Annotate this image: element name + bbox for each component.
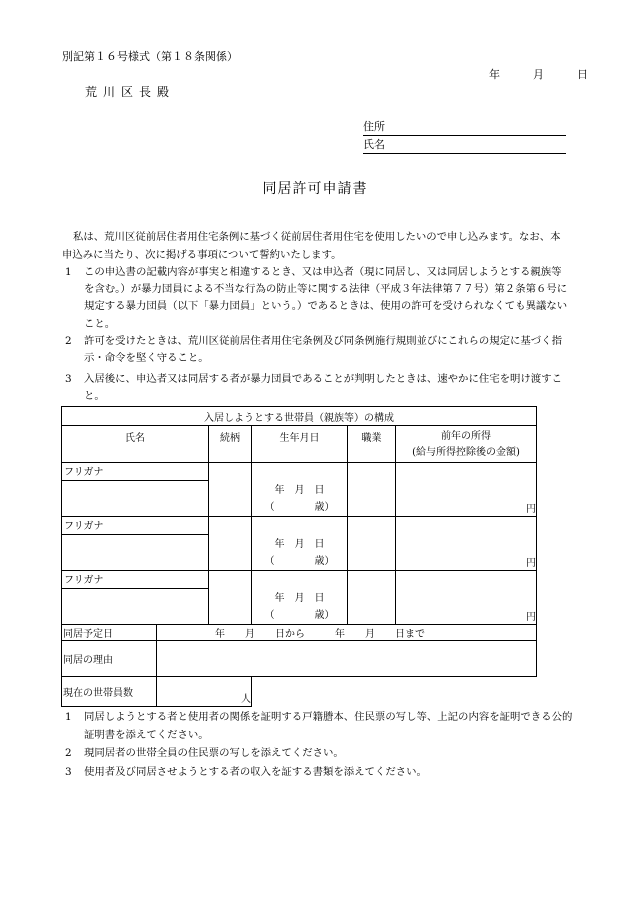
- pledge-text: 入居後に、申込者又は同居する者が暴力団員であることが判明したときは、速やかに住宅を明け渡すこと。: [84, 373, 562, 403]
- household-table: [61, 406, 537, 707]
- addressee: 荒川区長殿: [85, 85, 176, 99]
- table-caption: 入居しようとする世帯員（親族等）の構成: [62, 407, 537, 426]
- name-label: 氏名: [363, 138, 385, 151]
- pledge-item: [62, 371, 570, 405]
- relation-cell[interactable]: [209, 571, 252, 625]
- reason-field[interactable]: [157, 641, 537, 677]
- name-field[interactable]: [363, 138, 566, 154]
- date-line: [489, 68, 588, 81]
- age-text: （ 歳）: [264, 501, 335, 513]
- occupation-cell[interactable]: [348, 517, 396, 571]
- income-cell[interactable]: [396, 463, 537, 517]
- members-field[interactable]: [157, 677, 252, 707]
- period-from: 年 月 日から: [215, 629, 305, 640]
- member-name-field[interactable]: [62, 481, 209, 517]
- birth-ymd: 年 月 日: [274, 592, 325, 604]
- members-unit: 人: [241, 694, 251, 705]
- note-item: [62, 709, 574, 744]
- birthdate-cell[interactable]: [252, 463, 348, 517]
- furigana-label: フリガナ: [64, 467, 104, 478]
- birth-ymd: 年 月 日: [274, 538, 325, 550]
- pledge-text: 許可を受けたときは、荒川区従前居住者用住宅条例及び同条例施行規則並びにこれらの規定に基づく指示・命令を堅く守ること。: [84, 335, 562, 365]
- member-name-field[interactable]: [62, 589, 209, 625]
- note-text: 同居しようとする者と使用者の関係を証明する戸籍謄本、住民票の写し等、上記の内容を証明できる公的証明書を添えてください。: [84, 711, 573, 741]
- empty-area: [252, 677, 537, 707]
- header-income-line2: (給与所得控除後の金額): [412, 447, 520, 458]
- date-month: 月: [533, 68, 544, 81]
- birth-ymd: 年 月 日: [274, 484, 325, 496]
- relation-cell[interactable]: [209, 463, 252, 517]
- members-label: 現在の世帯員数: [62, 677, 157, 707]
- birthdate-cell[interactable]: [252, 517, 348, 571]
- pledge-number: 3: [65, 373, 72, 385]
- header-occupation: 職業: [348, 426, 396, 463]
- period-label: 同居予定日: [62, 625, 157, 641]
- document-title: 同居許可申請書: [262, 181, 368, 197]
- note-number: 3: [65, 766, 72, 778]
- yen-unit: 円: [526, 612, 537, 623]
- note-number: 2: [65, 747, 72, 759]
- yen-unit: 円: [526, 558, 537, 569]
- header-relation: 続柄: [209, 426, 252, 463]
- date-day: 日: [577, 68, 588, 81]
- furigana-label: フリガナ: [64, 575, 104, 586]
- pledge-number: 2: [65, 335, 72, 347]
- pledge-item: [62, 333, 570, 367]
- period-field[interactable]: [157, 625, 537, 641]
- birthdate-cell[interactable]: [252, 571, 348, 625]
- period-to: 年 月 日まで: [335, 629, 425, 640]
- yen-unit: 円: [526, 504, 537, 515]
- note-item: [62, 745, 574, 763]
- occupation-cell[interactable]: [348, 463, 396, 517]
- age-text: （ 歳）: [264, 555, 335, 567]
- reason-label: 同居の理由: [62, 641, 157, 677]
- note-item: [62, 764, 574, 782]
- pledge-number: 1: [65, 266, 72, 278]
- header-name: 氏名: [62, 426, 209, 463]
- relation-cell[interactable]: [209, 517, 252, 571]
- header-income: [396, 426, 537, 463]
- address-label: 住所: [363, 120, 385, 133]
- furigana-field[interactable]: [62, 571, 209, 589]
- note-text: 使用者及び同居させようとする者の収入を証する書類を添えてください。: [84, 766, 427, 778]
- member-name-field[interactable]: [62, 535, 209, 571]
- occupation-cell[interactable]: [348, 571, 396, 625]
- pledge-text: この申込書の記載内容が事実と相違するとき、又は申込者（現に同居し、又は同居しようとする親族等を含む。）が暴力団員による不当な行為の防止等に関する法律（平成３年法律第７７号）第２条第６号に規定する暴力団員（以下「暴力団員」という。）であるときは、使用の許可を受けられなくても異議ないこと。: [84, 266, 568, 330]
- header-birthdate: 生年月日: [252, 426, 348, 463]
- address-field[interactable]: [363, 120, 566, 136]
- pledge-item: [62, 264, 570, 333]
- form-label: 別記第１６号様式（第１８条関係）: [62, 50, 238, 63]
- income-cell[interactable]: [396, 571, 537, 625]
- intro-paragraph: 私は、荒川区従前居住者用住宅条例に基づく従前居住者用住宅を使用したいので申し込みます。なお、本申込みに当たり、次に掲げる事項について誓約いたします。: [62, 231, 561, 261]
- furigana-field[interactable]: [62, 517, 209, 535]
- furigana-label: フリガナ: [64, 521, 104, 532]
- furigana-field[interactable]: [62, 463, 209, 481]
- header-income-line1: 前年の所得: [441, 431, 492, 442]
- income-cell[interactable]: [396, 517, 537, 571]
- note-number: 1: [65, 711, 72, 723]
- age-text: （ 歳）: [264, 609, 335, 621]
- note-text: 現同居者の世帯全員の住民票の写しを添えてください。: [84, 747, 344, 759]
- date-year: 年: [489, 68, 500, 81]
